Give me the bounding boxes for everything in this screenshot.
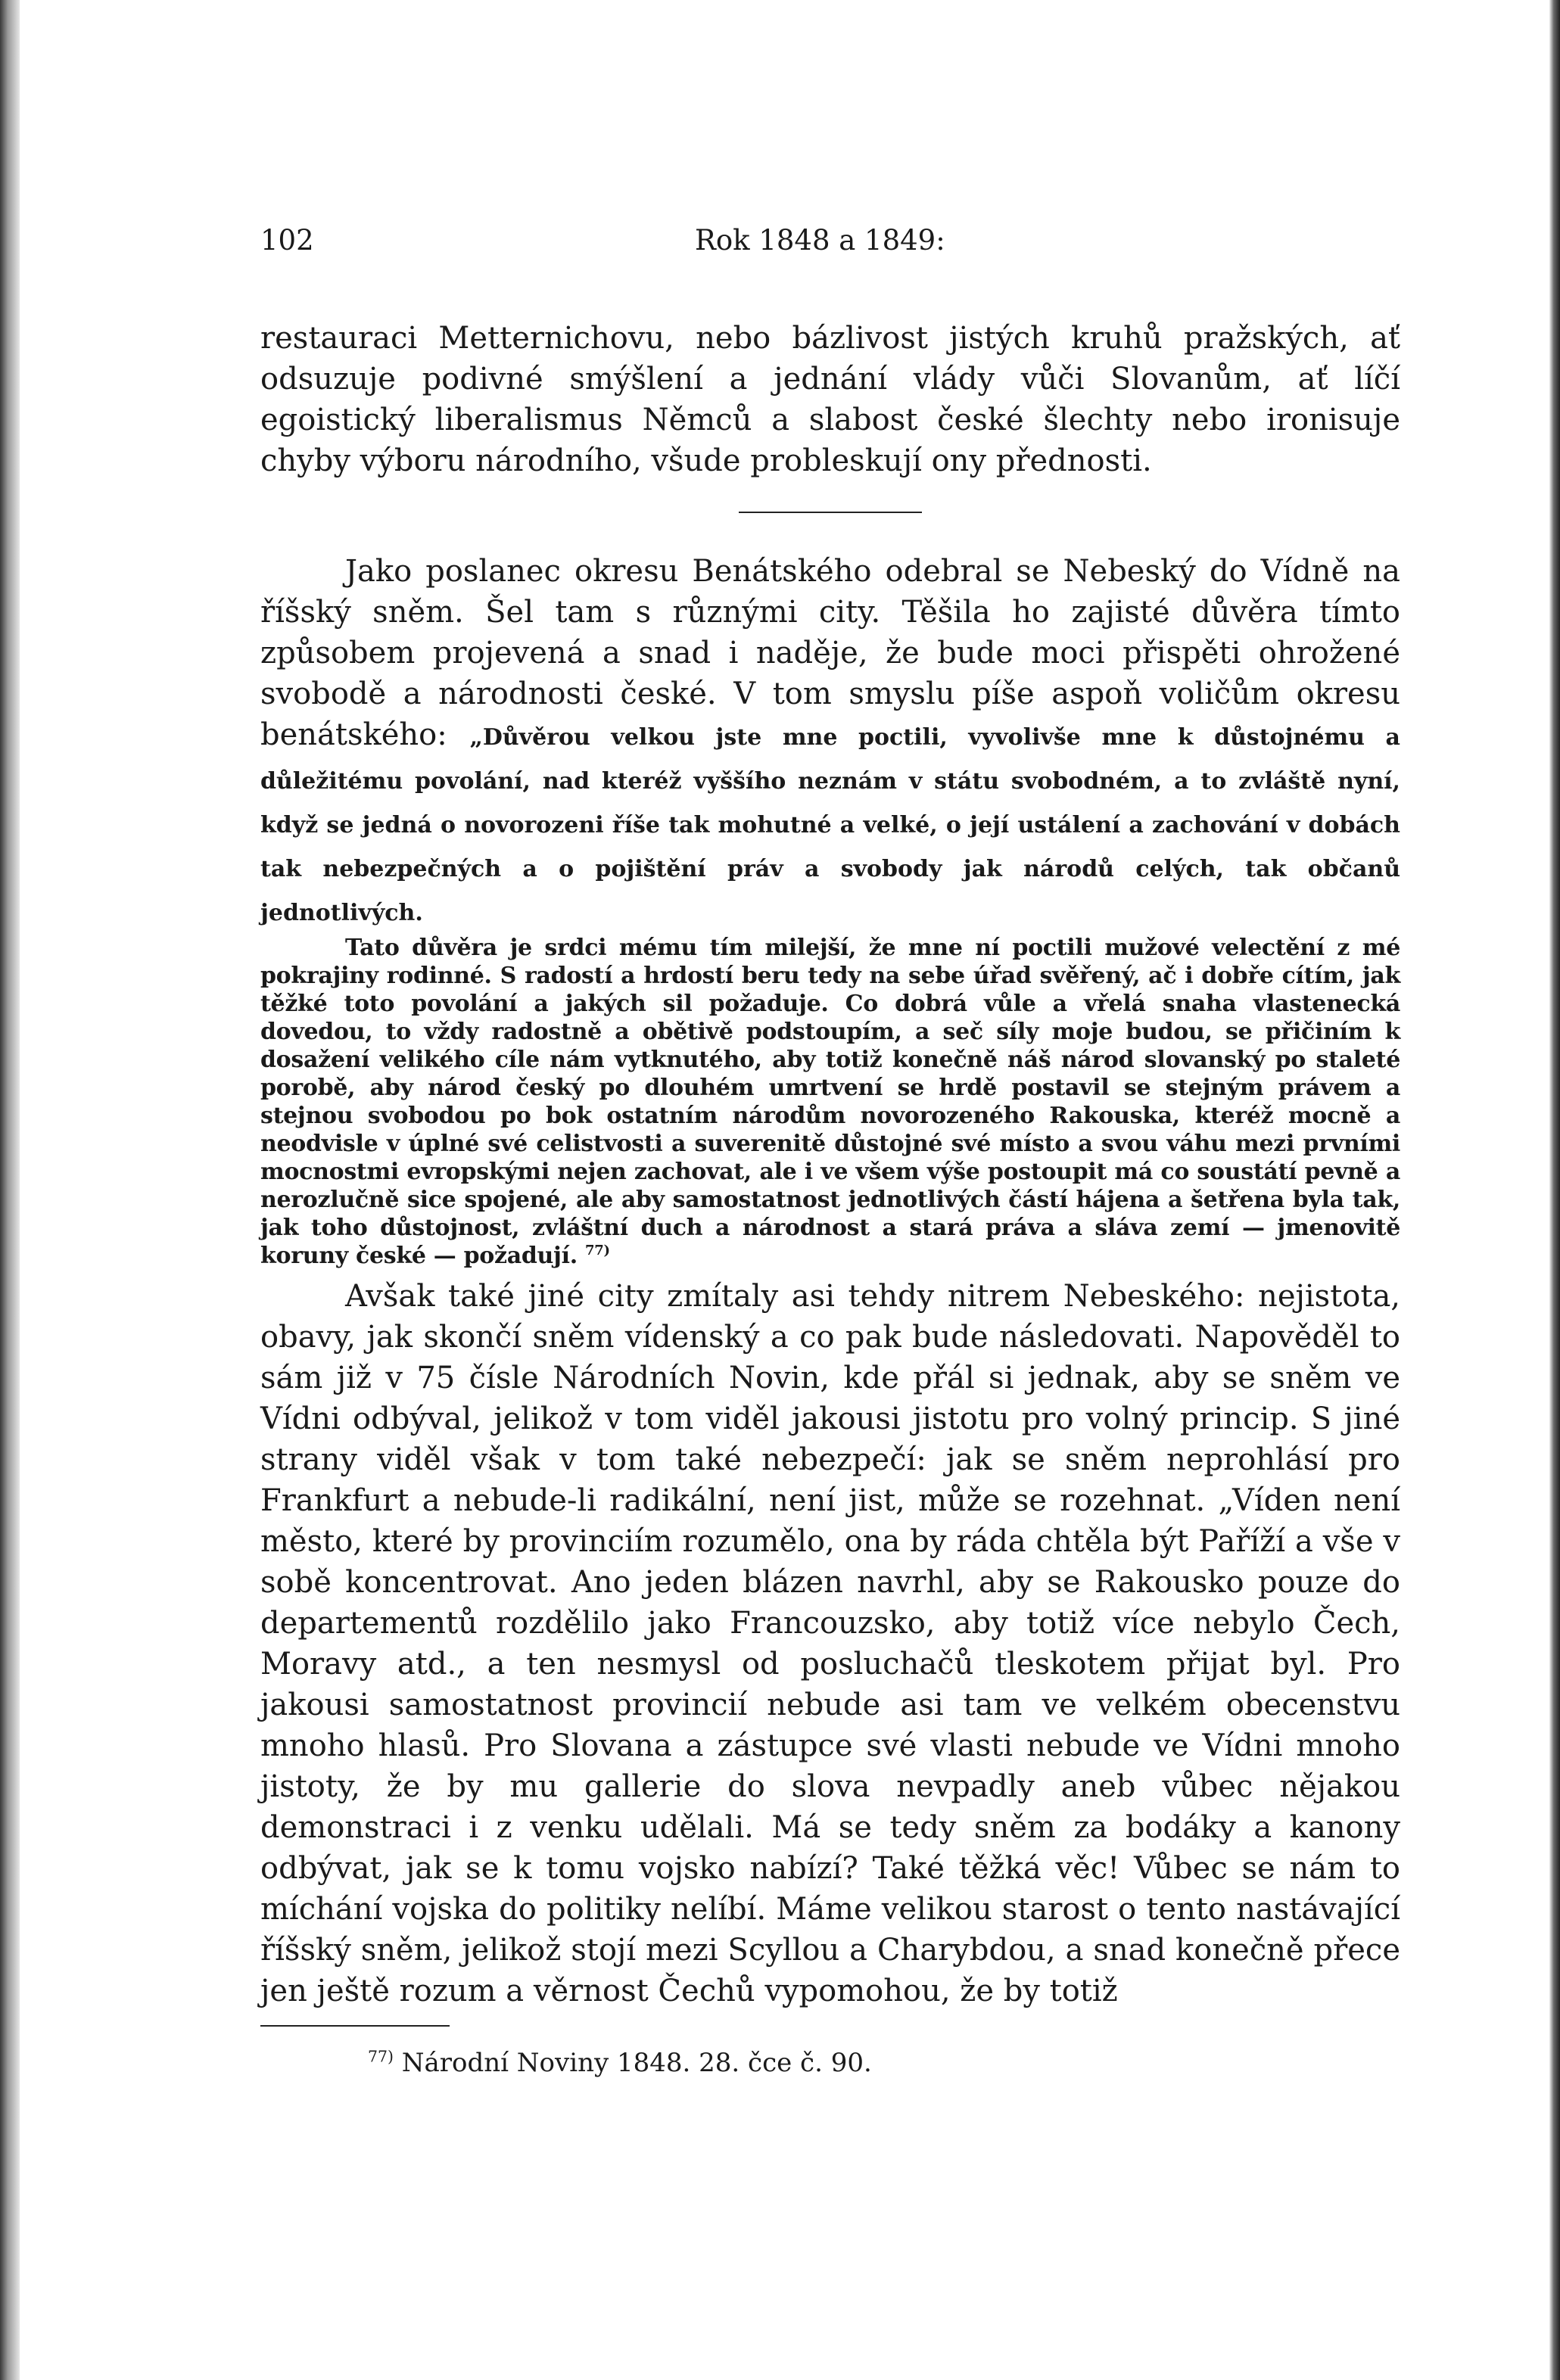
page-edge-right — [1549, 0, 1560, 2380]
footnote-marker: 77) — [368, 2047, 394, 2066]
section-divider — [739, 512, 922, 513]
footnote-reference: 77) — [585, 1243, 610, 1258]
quote-continuation — [260, 934, 1400, 1270]
paragraph-lead-in: Jako poslanec okresu Benátského odebral se Nebeský do Vídně na říšský sněm. Šel tam s různými city. Těšila ho zajisté důvěra tímto způsobem projevená a snad i naděje, že bude moci přispěti ohrožené svobodě a národnosti české. V tom smyslu píše aspoň voličům okresu benátského: — [260, 554, 1400, 752]
footnote-divider — [260, 2025, 450, 2027]
paragraph-nebesky-deputy — [260, 551, 1400, 934]
page-number: 102 — [260, 224, 314, 257]
quote-opening: „Důvěrou velkou jste mne poctili, vyvolivše mne k důstojnému a důležitému povolání, nad kteréž vyššího neznám v státu svobodném, a to zvláště nyní, když se jedná o novorozeni říše tak mohutné a velké, o její ustálení a zachování v dobách tak nebezpečných a o pojištění práv a svobody jak národů celých, tak občanů jednotlivých. — [260, 724, 1400, 926]
footnote-text: Národní Noviny 1848. 28. čce č. 90. — [401, 2048, 872, 2078]
paragraph-continuation: restauraci Metternichovu, nebo bázlivost jistých kruhů pražských, ať odsuzuje podivné smýšlení a jednání vlády vůči Slovanům, ať líčí egoistický liberalismus Němců a slabost české šlechty nebo ironisuje chyby výboru národního, všude probleskují ony přednosti. — [260, 321, 1400, 478]
text-column — [260, 219, 1400, 2080]
footnote — [260, 2046, 1400, 2080]
quote-body: Tato důvěra je srdci mému tím milejší, že mne ní poctili mužové velectění z mé pokrajiny rodinné. S radostí a hrdostí beru tedy na sebe úřad svěřený, ač i dobře cítím, jak těžké toto povolání a jakých sil požaduje. Co dobrá vůle a vřelá snaha vlastenecká dovedou, to vždy radostně a obětivě podstoupím, a seč síly moje budou, se přičiním k dosažení velikého cíle nám vytknutého, aby totiž konečně náš národ slovanský po staleté porobě, aby národ český po dlouhém umrtvení se hrdě postavil se stejným právem a stejnou svobodou po bok ostatním národům novorozeného Rakouska, kteréž mocně a neodvisle v úplné své celistvosti a suverenitě důstojné své místo a svou váhu mezi prvními mocnostmi evropskými nejen zachovat, ale i ve všem výše postoupit má co soustátí pevně a nerozlučně sice spojené, ale aby samostatnost jednotlivých částí hájena a šetřena byla tak, jak toho důstojnost, zvláštní duch a národnost a stará práva a sláva zemí — jmenovitě koruny české — požadují. — [260, 935, 1400, 1269]
running-head — [260, 219, 1400, 262]
paragraph-other-feelings: Avšak také jiné city zmítaly asi tehdy nitrem Nebeského: nejistota, obavy, jak skončí sněm vídenský a co pak bude následovati. Napověděl to sám již v 75 čísle Národních Novin, kde přál si jednak, aby se sněm ve Vídni odbýval, jelikož v tom viděl jakousi jistotu pro volný princip. S jiné strany viděl však v tom také nebezpečí: jak se sněm neprohlásí pro Frankfurt a nebude-li radikální, není jist, může se rozehnat. „Víden není město, které by provinciím rozumělo, ona by ráda chtěla být Paříží a vše v sobě koncentrovat. Ano jeden blázen navrhl, aby se Rakousko pouze do departementů rozdělilo jako Francouzsko, aby totiž více nebylo Čech, Moravy atd., a ten nesmysl od posluchačů tleskotem přijat byl. Pro jakousi samostatnost provincií nebude asi tam ve velkém obecenstvu mnoho hlasů. Pro Slovana a zástupce své vlasti nebude ve Vídni mnoho jistoty, že by mu gallerie do slova nevpadly aneb vůbec nějakou demonstraci i z venku udělali. Má se tedy sněm za bodáky a kanony odbývat, jak se k tomu vojsko nabízí? Také těžká věc! Vůbec se nám to míchání vojska do politiky nelíbí. Máme velikou starost o tento nastávající říšský sněm, jelikož stojí mezi Scyllou a Charybdou, a snad konečně přece jen ještě rozum a věrnost Čechů vypomohou, že by totiž — [260, 1279, 1400, 2008]
running-title: Rok 1848 a 1849: — [695, 224, 945, 257]
page-edge-left — [0, 0, 20, 2380]
